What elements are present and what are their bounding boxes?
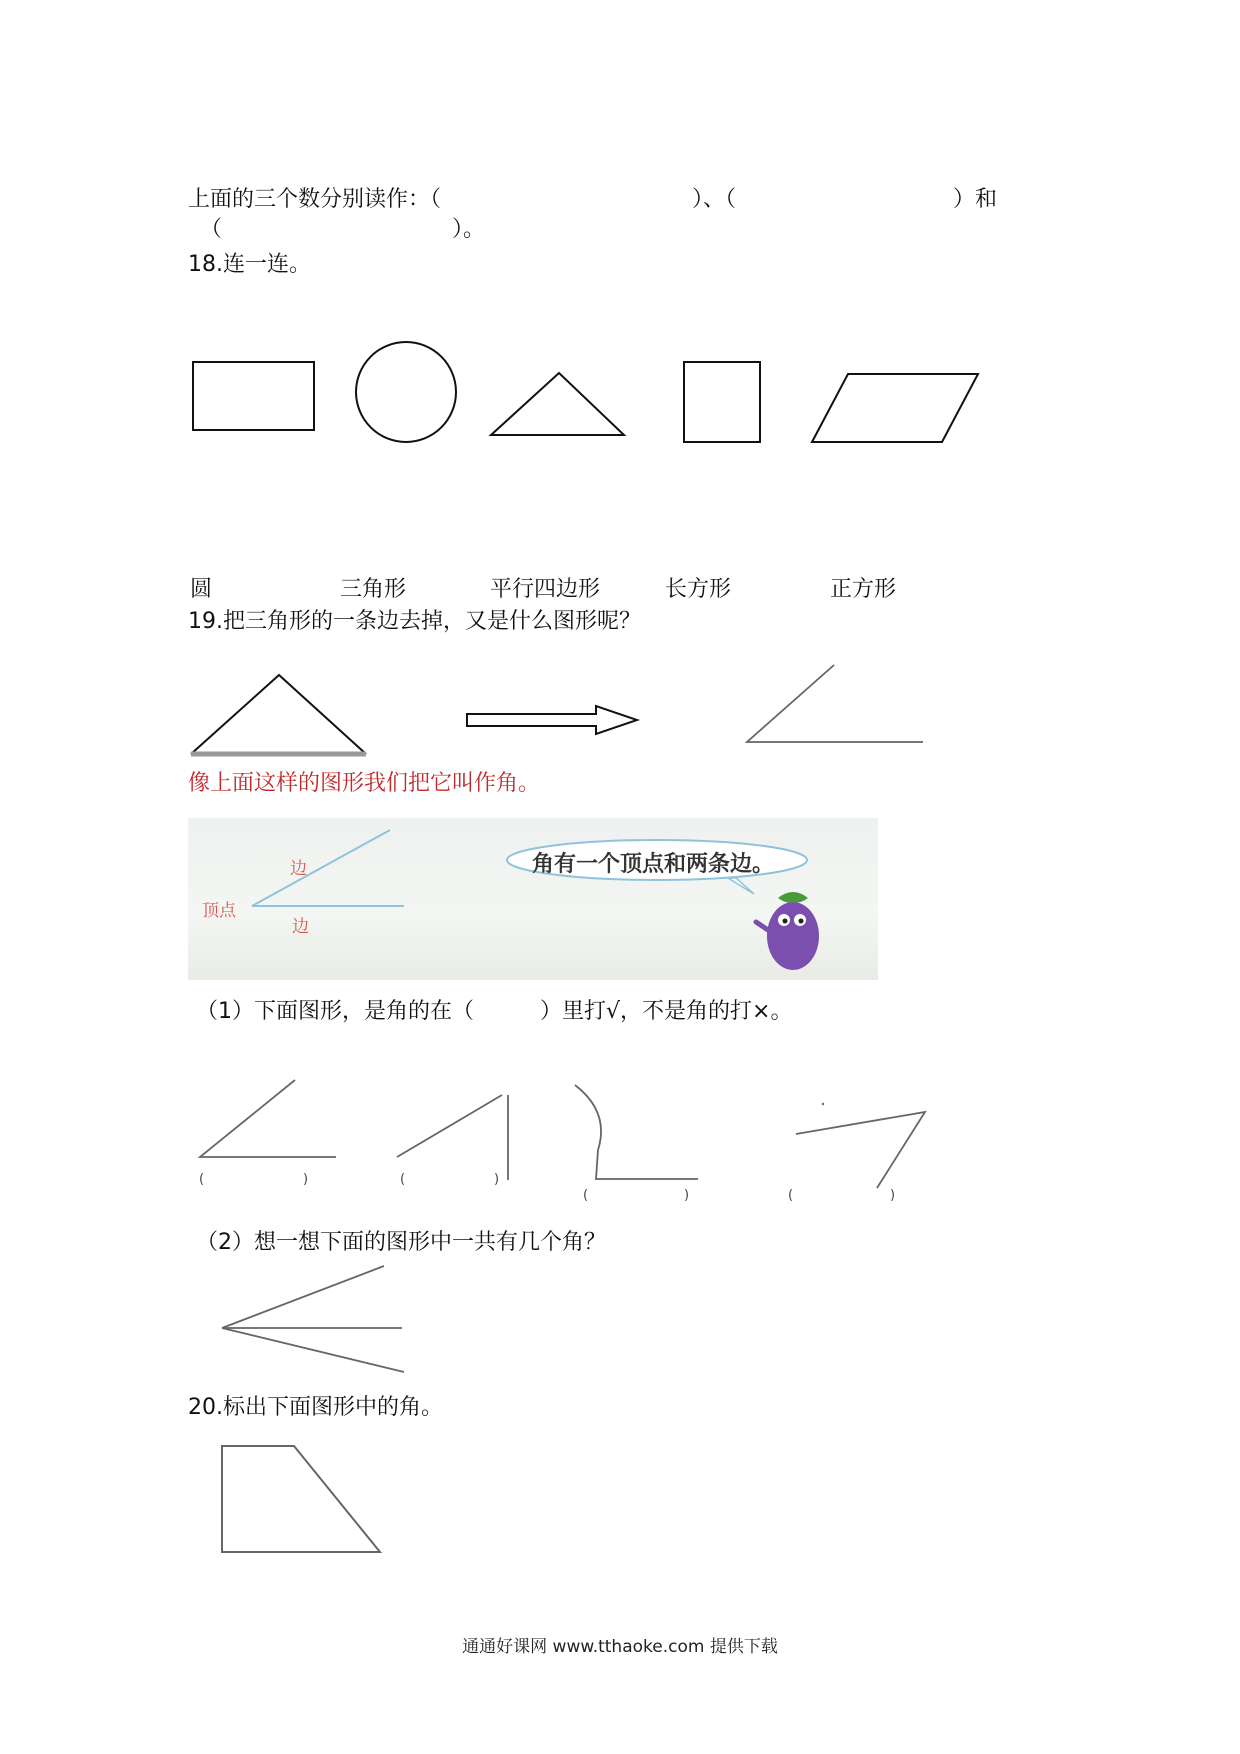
arrow-icon — [467, 706, 637, 734]
illustration-edge-top — [252, 830, 390, 906]
q18-label-parallelogram: 平行四边形 — [490, 577, 601, 602]
figure-4-dot — [822, 1103, 824, 1105]
square-shape — [684, 362, 760, 442]
q19-part1: （1）下面图形，是角的在（ ）里打√，不是角的打×。 — [196, 999, 793, 1024]
circle-shape — [356, 342, 456, 442]
q19-title: 19.把三角形的一条边去掉，又是什么图形呢？ — [188, 609, 641, 634]
figure-1-paren-open: ( — [199, 1172, 205, 1187]
ray-upper — [222, 1266, 384, 1328]
figure-3-paren-close: ) — [684, 1188, 690, 1203]
q18-title: 18.连一连。 — [188, 252, 311, 277]
eggplant-body — [767, 902, 819, 970]
triangle-shape — [491, 373, 624, 435]
ray-lower — [222, 1328, 404, 1372]
q18-shapes — [0, 330, 1240, 510]
q19-note: 像上面这样的图形我们把它叫作角。 — [188, 771, 541, 796]
q18-label-triangle: 三角形 — [340, 577, 407, 602]
trapezoid-shape — [222, 1446, 380, 1552]
eggplant-arm — [756, 922, 768, 930]
q20-title: 20.标出下面图形中的角。 — [188, 1395, 443, 1420]
q17-paren-close-3: ）。 — [452, 217, 486, 242]
q17-paren-open-3: （ — [200, 217, 223, 242]
triangle-two-sides — [191, 675, 366, 754]
q20-trapezoid — [0, 1440, 1240, 1580]
figure-3-paren-open: ( — [583, 1188, 589, 1203]
q18-label-circle: 圆 — [190, 577, 213, 602]
figure-3-curve — [575, 1085, 698, 1179]
q17-paren-close-2: ）和 — [953, 187, 998, 212]
illustration-edge-label-bottom: 边 — [292, 917, 309, 937]
q19-triangle-to-angle — [0, 665, 1240, 765]
q18-label-rectangle: 长方形 — [665, 577, 732, 602]
figure-2-paren-open: ( — [400, 1172, 406, 1187]
q17-text: 上面的三个数分别读作：（ — [188, 187, 442, 212]
q18-label-square: 正方形 — [830, 577, 897, 602]
eggplant-pupil-left — [783, 919, 788, 924]
illustration-lines — [188, 818, 878, 980]
angle-illustration — [188, 818, 878, 980]
figure-1-paren-close: ) — [303, 1172, 309, 1187]
speech-bubble-tail — [728, 878, 754, 894]
figure-4-paren-close: ) — [890, 1188, 896, 1203]
illustration-edge-label-top: 边 — [290, 859, 307, 879]
q17-line1 — [188, 185, 441, 215]
figure-2-paren-close: ) — [494, 1172, 500, 1187]
q19-part2-figure — [0, 1262, 1240, 1382]
q17-paren-close-1: ）、（ — [692, 187, 737, 212]
resulting-angle — [747, 665, 923, 742]
figure-4-paren-open: ( — [788, 1188, 794, 1203]
figure-2-line-a — [397, 1095, 502, 1157]
figure-4-angle — [796, 1112, 925, 1188]
speech-bubble-text: 角有一个顶点和两条边。 — [532, 852, 775, 877]
eggplant-pupil-right — [799, 919, 804, 924]
figure-1-angle — [200, 1080, 336, 1157]
page-footer: 通通好课网 www.tthaoke.com 提供下载 — [462, 1637, 778, 1657]
illustration-vertex-label: 顶点 — [202, 901, 236, 921]
q19-part2: （2）想一想下面的图形中一共有几个角？ — [196, 1230, 606, 1255]
eggplant-cap — [778, 892, 808, 903]
rectangle-shape — [193, 362, 314, 430]
q19-part1-figures — [0, 1070, 1240, 1215]
parallelogram-shape — [812, 374, 978, 442]
